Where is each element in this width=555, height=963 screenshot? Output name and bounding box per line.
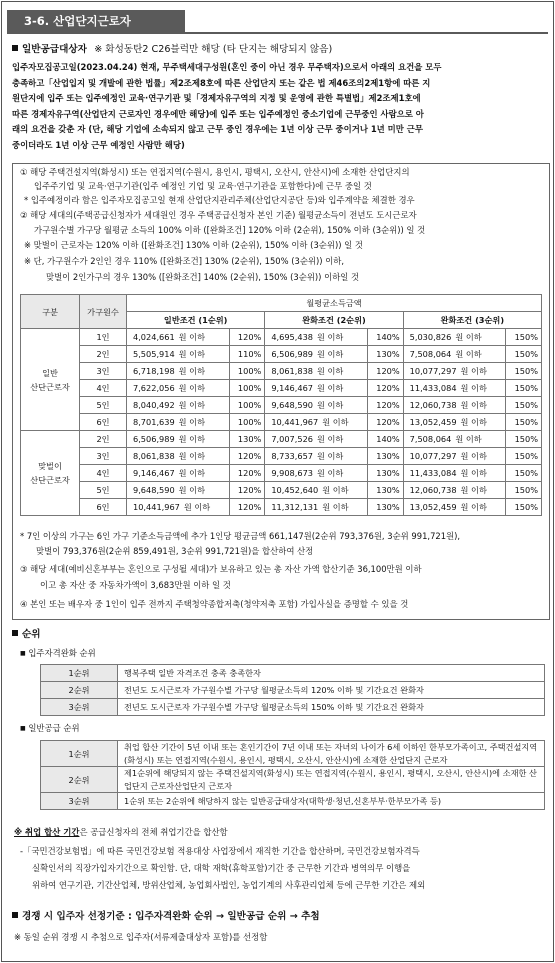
- income-percent: 120%: [367, 397, 403, 414]
- amount: 11,312,131: [271, 502, 319, 512]
- header-group: 구분: [21, 295, 80, 329]
- rank-sub2-row: [20, 722, 80, 735]
- income-value: [127, 414, 230, 431]
- income-value: [265, 414, 368, 431]
- amount: 7,508,064: [409, 349, 452, 359]
- unit: 원 이하: [178, 451, 206, 461]
- rank-label: 3순위: [41, 699, 118, 716]
- rank-description: 전년도 도시근로자 가구원수별 가구당 월평균소득의 120% 이하 및 기간요건 완화자: [118, 682, 545, 699]
- table-row: [21, 499, 542, 516]
- income-value: [265, 448, 368, 465]
- household-size: 4인: [80, 380, 127, 397]
- amount: 13,052,459: [409, 502, 457, 512]
- table-row: [21, 482, 542, 499]
- amount: 11,433,084: [409, 383, 457, 393]
- income-value: [403, 329, 506, 346]
- income-value: [265, 499, 368, 516]
- household-size: 5인: [80, 482, 127, 499]
- income-value: [265, 329, 368, 346]
- income-value: [127, 380, 230, 397]
- amount: 13,052,459: [409, 417, 457, 427]
- income-percent: 120%: [367, 380, 403, 397]
- household-size: 3인: [80, 363, 127, 380]
- small-square-icon: ■: [20, 650, 26, 657]
- amount: 8,733,657: [271, 451, 313, 461]
- amount: 8,040,492: [133, 400, 175, 410]
- income-value: [403, 431, 506, 448]
- income-percent: 100%: [229, 380, 265, 397]
- amount: 7,622,056: [133, 383, 175, 393]
- after-table-line: ③ 해당 세대(예비신혼부부는 혼인으로 구성될 세대)가 보유하고 있는 총 자산 가액 합산기준 36,100만원 이하: [20, 564, 422, 574]
- amount: 4,024,661: [133, 332, 175, 342]
- income-value: [403, 465, 506, 482]
- amount: 9,648,590: [271, 400, 313, 410]
- requirement-line: ② 해당 세대의(주택공급신청자가 세대원인 경우 주택공급신청자 본인 기준) 월평균소득이 전년도 도시근로자: [20, 210, 417, 220]
- amount: 6,506,989: [133, 434, 175, 444]
- compete-heading-row: [12, 911, 320, 923]
- amount: 8,701,639: [133, 417, 175, 427]
- income-percent: 130%: [367, 346, 403, 363]
- table-row: [41, 699, 545, 716]
- unit: 원 이하: [178, 468, 206, 478]
- requirement-line: 가구원수별 가구당 월평균 소득의 100% 이하 ([완화조건] 120% 이하 (2순위), 150% 이하 (3순위)) 일 것: [34, 225, 426, 235]
- amount: 5,030,826: [409, 332, 452, 342]
- amount: 10,077,297: [409, 451, 457, 461]
- table-row: [21, 397, 542, 414]
- household-size: 2인: [80, 346, 127, 363]
- unit: 원 이하: [178, 485, 206, 495]
- group-label: 일반 산단근로자: [21, 329, 80, 431]
- income-percent: 120%: [367, 414, 403, 431]
- intro-line: 따른 경제자유구역(산업단지 근로자인 경우에만 해당)에 입주 또는 입주예정인 중소기업에 근무중인 사람으로 아: [12, 108, 424, 119]
- header-c3: 완화조건 (3순위): [403, 312, 541, 329]
- income-value: [127, 363, 230, 380]
- income-value: [127, 431, 230, 448]
- income-percent: 150%: [506, 397, 542, 414]
- rank-label: 3순위: [41, 793, 118, 810]
- intro-line: 충족하고「산업입지 및 개발에 관한 법률」제2조제8호에 따른 산업단지 또는 같은 법 제46조의2제1항에 따른 지: [12, 77, 431, 88]
- income-percent: 120%: [367, 363, 403, 380]
- income-value: [265, 482, 368, 499]
- requirement-line: 입주주기업 및 교육·연구기관(입주 예정인 기업 및 교육·연구기관을 포함한다)에 근무 중일 것: [34, 181, 372, 191]
- amount: 5,505,914: [133, 349, 175, 359]
- income-percent: 150%: [506, 431, 542, 448]
- amount: 10,077,297: [409, 366, 457, 376]
- income-percent: 140%: [367, 329, 403, 346]
- after-table-line: ④ 본인 또는 배우자 중 1인이 입주 전까지 주택청약종합저축(청약저축 포함) 가입사실을 증명할 수 있을 것: [20, 599, 409, 609]
- rank-sub2: 일반공급 순위: [28, 723, 80, 733]
- unit: 원 이하: [317, 383, 344, 393]
- unit: 원 이하: [317, 434, 344, 444]
- unit: 원 이하: [460, 468, 487, 478]
- income-percent: 140%: [367, 431, 403, 448]
- square-bullet-icon: [12, 630, 18, 636]
- income-percent: 150%: [506, 414, 542, 431]
- rank-label: 1순위: [41, 665, 118, 682]
- rank-label: 2순위: [41, 682, 118, 699]
- header-avg: 월평균소득금액: [127, 295, 542, 312]
- header-size: 가구원수: [80, 295, 127, 329]
- income-value: [403, 448, 506, 465]
- rank-description: 취업 합산 기간이 5년 이내 또는 혼인기간이 7년 이내 또는 자녀의 나이가 6세 이하인 한부모가족이고, 주택건설지역(화성시) 또는 연접지역(수원시, 용인시, 평택시, 오산시, 안산시)에 소재한 산업단지 근로자: [118, 741, 545, 767]
- general-heading: 일반공급대상자: [22, 44, 87, 55]
- income-value: [265, 380, 368, 397]
- income-value: [127, 465, 230, 482]
- household-size: 6인: [80, 414, 127, 431]
- work-note-line: 실확인서의 직장가입자기간으로 확인함. 단, 대학 재학(휴학포함)기간 중 근무한 기간과 병역의무 이행을: [32, 863, 411, 873]
- amount: 12,060,738: [409, 400, 457, 410]
- income-value: [127, 397, 230, 414]
- general-heading-row: [12, 44, 332, 56]
- unit: 원 이하: [322, 417, 349, 427]
- amount: 11,433,084: [409, 468, 457, 478]
- rank-description: 전년도 도시근로자 가구원수별 가구당 월평균소득의 150% 이하 및 기간요건 완화자: [118, 699, 545, 716]
- unit: 원 이하: [460, 485, 487, 495]
- amount: 9,908,673: [271, 468, 313, 478]
- amount: 4,695,438: [271, 332, 313, 342]
- household-size: 3인: [80, 448, 127, 465]
- income-percent: 150%: [506, 346, 542, 363]
- general-note: ※ 화성동탄2 C26블럭만 해당 (타 단지는 해당되지 않음): [94, 44, 333, 55]
- rank-description: 행복주택 일반 자격조건 충족 충족한자: [118, 665, 545, 682]
- income-percent: 150%: [506, 448, 542, 465]
- work-note-label: ※ 취업 합산 기간: [14, 827, 80, 837]
- income-percent: 120%: [229, 448, 265, 465]
- income-value: [265, 431, 368, 448]
- income-value: [127, 499, 230, 516]
- income-percent: 130%: [367, 482, 403, 499]
- unit: 원 이하: [317, 349, 344, 359]
- table-row: [21, 363, 542, 380]
- income-percent: 120%: [229, 329, 265, 346]
- rank-sub1: 입주자격완화 순위: [28, 648, 96, 658]
- amount: 6,718,198: [133, 366, 175, 376]
- compete-heading: 경쟁 시 입주자 선정기준 : 입주자격완화 순위 → 일반공급 순위 → 추첨: [22, 911, 320, 922]
- unit: 원 이하: [317, 451, 344, 461]
- table-row: [41, 741, 545, 767]
- rank-label: 1순위: [41, 741, 118, 767]
- amount: 8,061,838: [133, 451, 175, 461]
- income-value: [403, 346, 506, 363]
- unit: 원 이하: [317, 332, 344, 342]
- income-value: [403, 414, 506, 431]
- unit: 원 이하: [460, 400, 487, 410]
- requirement-line: * 입주예정이라 함은 입주자모집공고일 현재 산업단지관리주체(산업단지공단 등)와 입주계약을 체결한 경우: [24, 195, 415, 205]
- unit: 원 이하: [317, 468, 344, 478]
- unit: 원 이하: [460, 366, 487, 376]
- unit: 원 이하: [460, 451, 487, 461]
- table-row: [21, 380, 542, 397]
- income-value: [403, 397, 506, 414]
- income-percent: 100%: [229, 414, 265, 431]
- small-square-icon: ■: [20, 725, 26, 732]
- table-row: [21, 346, 542, 363]
- income-value: [403, 482, 506, 499]
- income-value: [265, 363, 368, 380]
- after-table-line: * 7인 이상의 가구는 6인 가구 기준소득금액에 추가 1인당 평균금액 661,147원(2순위 793,376원, 3순위 991,721원),: [20, 531, 461, 541]
- income-percent: 110%: [229, 346, 265, 363]
- unit: 원 이하: [178, 417, 206, 427]
- square-bullet-icon: [12, 45, 18, 51]
- table-row: [41, 665, 545, 682]
- income-percent: 120%: [229, 499, 265, 516]
- table-row: [41, 682, 545, 699]
- unit: 원 이하: [460, 383, 487, 393]
- work-note-line: 위하여 연구기관, 기간산업체, 방위산업체, 농업회사법인, 농업기계의 사후관리업체 등에 근무한 기간은 제외: [32, 880, 426, 890]
- unit: 원 이하: [460, 502, 487, 512]
- rank-sub1-row: [20, 647, 96, 660]
- unit: 원 이하: [460, 417, 487, 427]
- income-percent: 130%: [229, 431, 265, 448]
- amount: 9,146,467: [271, 383, 313, 393]
- household-size: 4인: [80, 465, 127, 482]
- table-row: [21, 329, 542, 346]
- income-value: [127, 448, 230, 465]
- requirement-line: ① 해당 주택건설지역(화성시) 또는 연접지역(수원시, 용인시, 평택시, 오산시, 안산시)에 소재한 산업단지의: [20, 167, 410, 177]
- unit: 원 이하: [317, 366, 344, 376]
- table-row: [21, 448, 542, 465]
- rank-table-relaxed: [40, 664, 545, 716]
- unit: 원 이하: [455, 332, 482, 342]
- after-table-line: 맞벌이 793,376원(2순위 859,491원, 3순위 991,721원)을 합산하여 산정: [36, 546, 314, 556]
- unit: 원 이하: [178, 332, 206, 342]
- amount: 9,146,467: [133, 468, 175, 478]
- household-size: 2인: [80, 431, 127, 448]
- rank-description: 1순위 또는 2순위에 해당하지 않는 일반공급대상자(대학생·청년,신혼부부·한부모가족 등): [118, 793, 545, 810]
- work-note-row: [14, 826, 228, 838]
- unit: 원 이하: [322, 502, 349, 512]
- amount: 12,060,738: [409, 485, 457, 495]
- rank-table-general: [40, 740, 545, 810]
- income-percent: 120%: [229, 465, 265, 482]
- income-percent: 120%: [229, 482, 265, 499]
- requirement-line: 맞벌이 2인가구의 경우 130% ([완화조건] 140% (2순위), 150% (3순위)) 이하일 것: [46, 272, 360, 282]
- amount: 10,452,640: [271, 485, 319, 495]
- intro-line: 입주자모집공고일(2023.04.24) 현재, 무주택세대구성원(혼인 중이 아닌 경우 무주택자)으로서 아래의 요건을 모두: [12, 62, 442, 72]
- work-note-text: 은 공급신청자의 전체 취업기간을 합산함: [79, 827, 228, 837]
- header-c2: 완화조건 (2순위): [265, 312, 403, 329]
- work-note-line: -「국민건강보험법」에 따른 국민건강보험 적용대상 사업장에서 재직한 기간을 합산하며, 국민건강보험자격득: [20, 846, 420, 856]
- unit: 원 이하: [178, 366, 206, 376]
- income-value: [403, 380, 506, 397]
- income-percent: 150%: [506, 482, 542, 499]
- income-value: [127, 329, 230, 346]
- income-percent: 100%: [229, 397, 265, 414]
- income-percent: 100%: [229, 363, 265, 380]
- compete-note: ※ 동일 순위 경쟁 시 추첨으로 입주자(서류제출대상자 포함)를 선정함: [14, 932, 268, 942]
- amount: 7,508,064: [409, 434, 452, 444]
- rank-description: 제1순위에 해당되지 않는 주택건설지역(화성시) 또는 연접지역(수원시, 용인시, 평택시, 오산시, 안산시)에 소재한 산업단지 근로자산업단지 근로자: [118, 767, 545, 793]
- amount: 8,061,838: [271, 366, 313, 376]
- after-table-line: 이고 총 자산 중 자동차가액이 3,683만원 이하 일 것: [40, 580, 231, 590]
- income-value: [265, 465, 368, 482]
- household-size: 6인: [80, 499, 127, 516]
- amount: 6,506,989: [271, 349, 313, 359]
- title-underline: [7, 32, 548, 34]
- income-percent: 130%: [367, 448, 403, 465]
- unit: 원 이하: [455, 349, 482, 359]
- income-percent: 130%: [367, 465, 403, 482]
- income-value: [265, 397, 368, 414]
- income-value: [127, 482, 230, 499]
- rank-heading-row: [12, 629, 41, 641]
- income-percent: 150%: [506, 499, 542, 516]
- unit: 원 이하: [178, 434, 206, 444]
- table-row: [21, 431, 542, 448]
- unit: 원 이하: [455, 434, 482, 444]
- intro-line: 원단지에 입주 또는 입주예정인 교육·연구기관 및「경제자유구역의 지정 및 운영에 관한 특별법」제2조제1호에: [12, 93, 421, 104]
- section-title: 3-6. 산업단지근로자: [7, 10, 185, 32]
- group-label: 맞벌이 산단근로자: [21, 431, 80, 516]
- income-percent: 130%: [367, 499, 403, 516]
- rank-label: 2순위: [41, 767, 118, 793]
- intro-line: 중이더라도 1년 이상 근무 예정인 사람만 해당): [12, 140, 185, 150]
- unit: 원 이하: [317, 400, 344, 410]
- income-table: [20, 294, 542, 516]
- requirement-line: ※ 단, 가구원수가 2인인 경우 110% ([완화조건] 130% (2순위), 150% (3순위)) 이하,: [24, 256, 345, 266]
- income-value: [265, 346, 368, 363]
- unit: 원 이하: [178, 349, 206, 359]
- income-percent: 150%: [506, 363, 542, 380]
- unit: 원 이하: [178, 383, 206, 393]
- income-percent: 150%: [506, 465, 542, 482]
- household-size: 5인: [80, 397, 127, 414]
- income-percent: 150%: [506, 329, 542, 346]
- table-row: [41, 767, 545, 793]
- income-value: [403, 499, 506, 516]
- requirement-line: ※ 맞벌이 근로자는 120% 이하 ([완화조건] 130% 이하 (2순위), 150% 이하 (3순위)) 일 것: [24, 240, 363, 250]
- amount: 10,441,967: [133, 502, 180, 512]
- unit: 원 이하: [178, 400, 206, 410]
- amount: 7,007,526: [271, 434, 313, 444]
- income-value: [403, 363, 506, 380]
- header-c1: 일반조건 (1순위): [127, 312, 265, 329]
- square-bullet-icon: [12, 912, 18, 918]
- intro-line: 래의 요건을 갖춘 자 (단, 해당 기업에 소속되지 않고 근무 중인 경우에는 1년 이상 근무 중이거나 1년 미만 근무: [12, 124, 423, 135]
- unit: 원 이하: [322, 485, 349, 495]
- household-size: 1인: [80, 329, 127, 346]
- unit: 원 이하: [183, 502, 211, 512]
- income-value: [127, 346, 230, 363]
- table-row: [21, 414, 542, 431]
- rank-heading: 순위: [22, 629, 41, 640]
- amount: 9,648,590: [133, 485, 175, 495]
- income-percent: 150%: [506, 380, 542, 397]
- table-row: [21, 465, 542, 482]
- amount: 10,441,967: [271, 417, 319, 427]
- table-row: [41, 793, 545, 810]
